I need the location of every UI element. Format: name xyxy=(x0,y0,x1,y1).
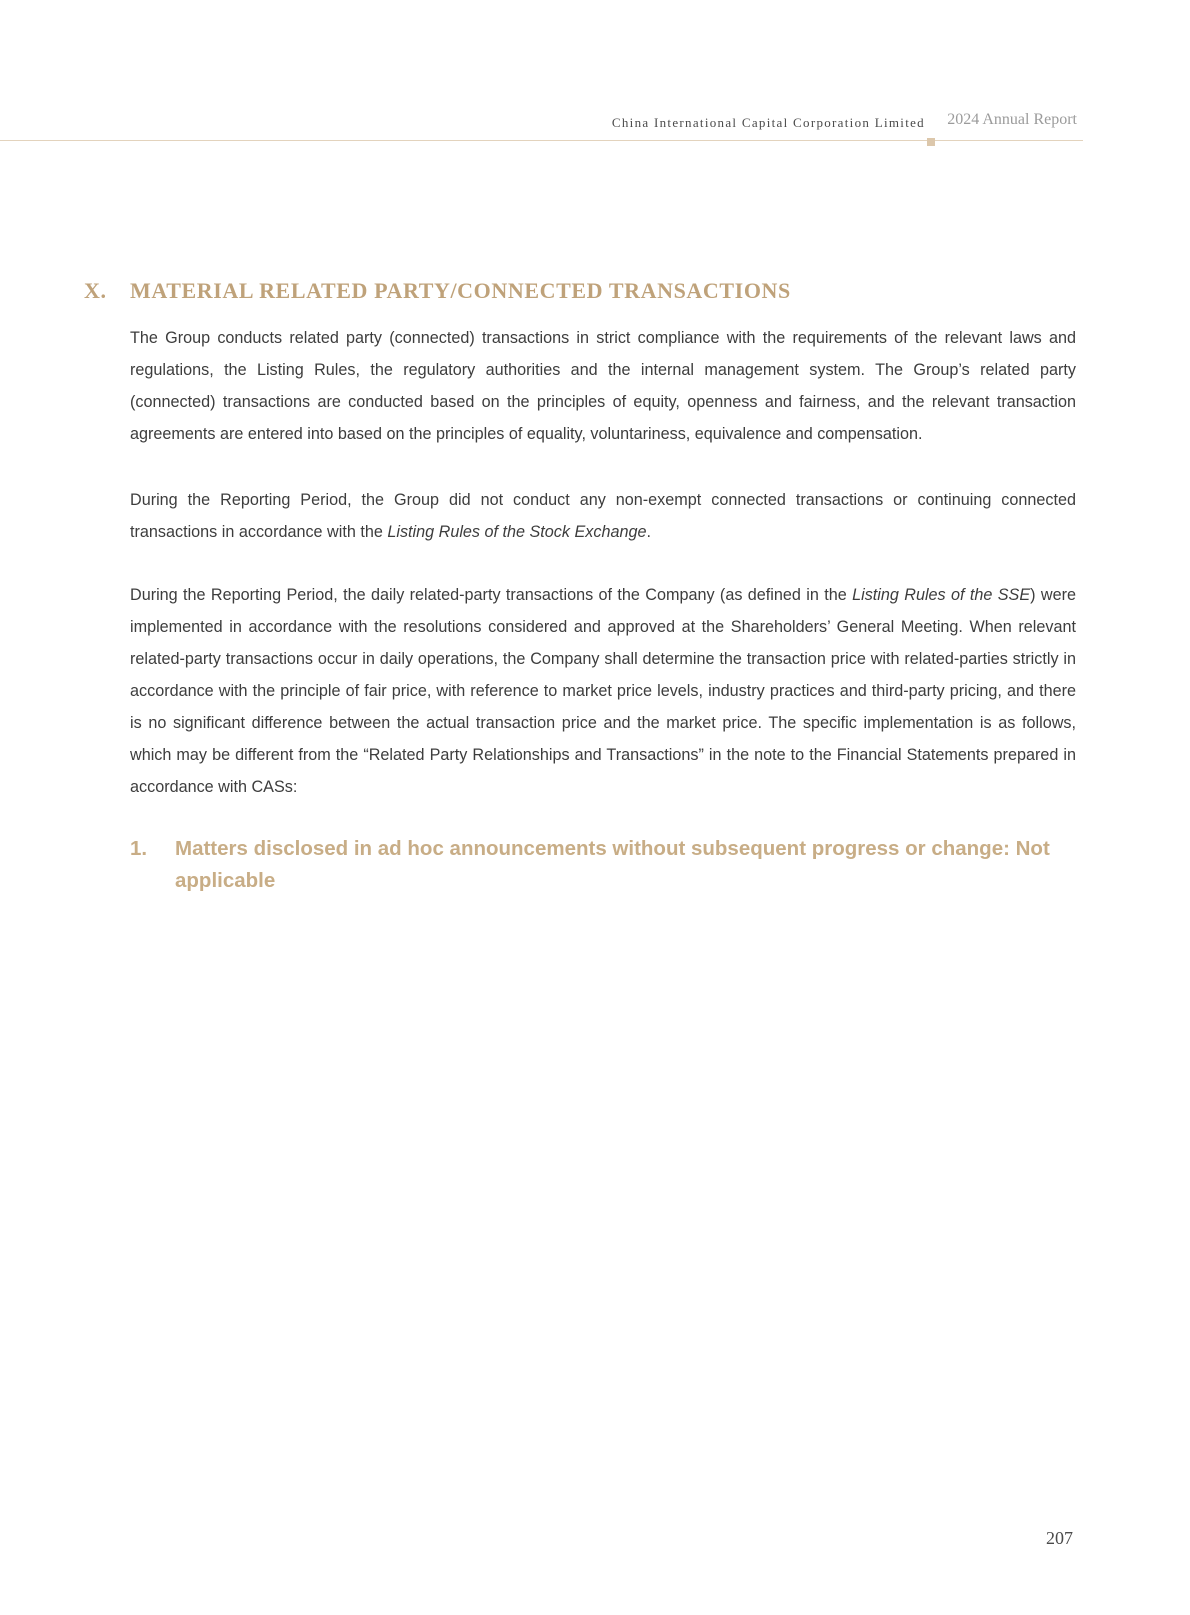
paragraph-text: The Group conducts related party (connected) transactions in strict compliance with the requirements of the relevant laws and regulations, the Listing Rules, the regulatory authorities and the internal management system. The Group’s related party (connected) transactions are conducted based on the principles of equity, openness and fairness, and the relevant transaction agreements are entered into based on the principles of equality, voluntariness, equivalence and compensation. xyxy=(130,329,1076,443)
paragraph-compliance xyxy=(130,322,1076,450)
paragraph-text-before: During the Reporting Period, the Group did not conduct any non-exempt connected transactions or continuing connected transactions in accordance with the xyxy=(130,491,1076,541)
paragraph-daily-transactions xyxy=(130,579,1076,803)
paragraph-text-after: ) were implemented in accordance with the resolutions considered and approved at the Shareholders’ General Meeting. When relevant related-party transactions occur in daily operations, the Company shall determine the transaction price with related-parties strictly in accordance with the principle of fair price, with reference to market price levels, industry practices and third-party pricing, and there is no significant difference between the actual transaction price and the market price. The specific implementation is as follows, which may be different from the “Related Party Relationships and Transactions” in the note to the Financial Statements prepared in accordance with CASs: xyxy=(130,586,1076,796)
page-number: 207 xyxy=(1046,1528,1073,1548)
header-divider xyxy=(0,140,1083,141)
paragraph-text-before: During the Reporting Period, the daily related-party transactions of the Company (as defined in the xyxy=(130,586,853,604)
header-marker-square xyxy=(927,138,935,146)
paragraph-text-after: . xyxy=(646,523,651,541)
sse-rules-reference: Listing Rules of the SSE xyxy=(852,586,1031,604)
report-title: 2024 Annual Report xyxy=(947,111,1077,128)
subsection-heading xyxy=(130,833,1080,897)
section-title: MATERIAL RELATED PARTY/CONNECTED TRANSACTIONS xyxy=(130,278,791,303)
section-heading xyxy=(84,278,791,304)
section-number: X. xyxy=(84,278,107,303)
subsection-title: Matters disclosed in ad hoc announcements without subsequent progress or change: Not applicable xyxy=(175,837,1050,892)
listing-rules-reference: Listing Rules of the Stock Exchange xyxy=(387,523,647,541)
subsection-number: 1. xyxy=(130,837,148,860)
page-header xyxy=(0,108,1083,142)
paragraph-non-exempt xyxy=(130,484,1076,548)
company-name: China International Capital Corporation Limited xyxy=(611,115,925,130)
